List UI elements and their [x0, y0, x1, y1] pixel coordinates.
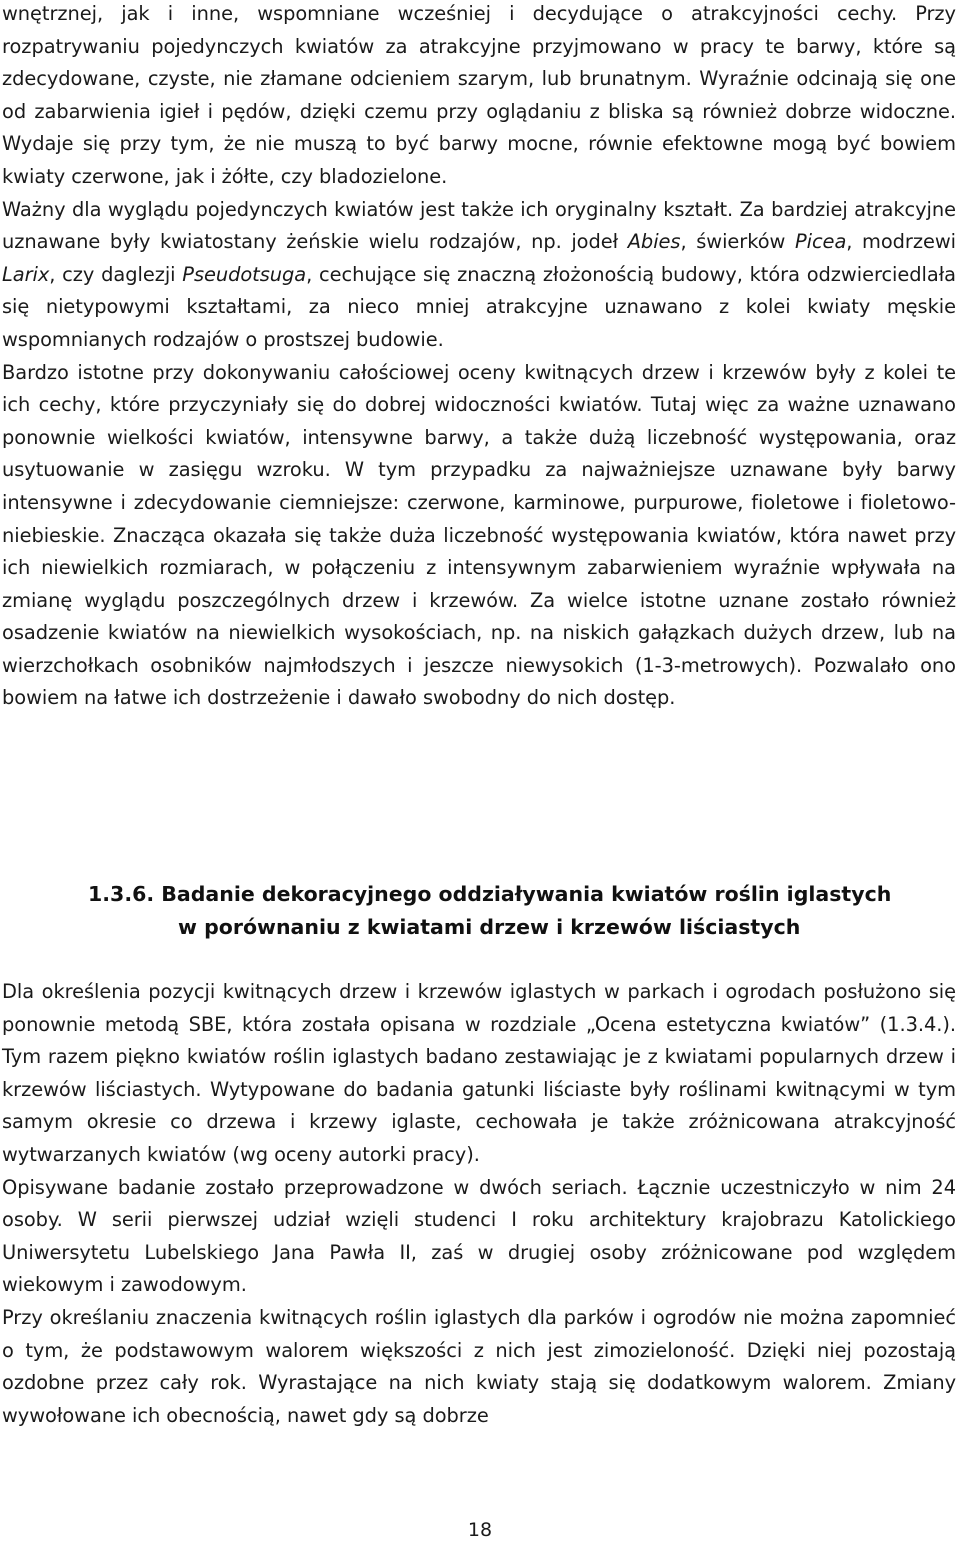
top-text-block: [2, 0, 956, 715]
section-heading-line-1: 1.3.6. Badanie dekoracyjnego oddziaływania kwiatów roślin iglastych: [88, 882, 892, 906]
paragraph-evergreen: Przy określaniu znaczenia kwitnących roślin iglastych dla parków i ogrodów nie można zapomnieć o tym, że podstawowym walorem większości z nich jest zimozieloność. Dzięki niej pozostają ozdobne przez cały rok. Wyrastające na nich kwiaty stają się dodatkowym walorem. Zmiany wywołowane ich obecnością, nawet gdy są dobrze: [2, 1305, 956, 1427]
latin-name: Larix: [2, 262, 50, 286]
section-heading-line-2: w porównaniu z kwiatami drzew i krzewów liściastych: [178, 915, 801, 939]
section-heading: [0, 878, 960, 944]
paragraph-method: Dla określenia pozycji kwitnących drzew i krzewów iglastych w parkach i ogrodach posłużono się ponownie metodą SBE, która została opisana w rozdziale „Ocena estetyczna kwiatów” (1.3.4.). Tym razem piękno kwiatów roślin iglastych badano zestawiając je z kwiatami popularnych drzew i krzewów liściastych. Wytypowane do badania gatunki liściaste były roślinami kwitnącymi w tym samym okresie co drzewa i krzewy iglaste, cechowała je także zróżnicowana atrakcyjność wytwarzanych kwiatów (wg oceny autorki pracy).: [2, 980, 956, 1166]
paragraph-shape: [2, 194, 956, 357]
latin-name: Picea: [794, 230, 847, 254]
page-number: 18: [467, 1519, 493, 1541]
text-run: , cechujące się znaczną złożonością budowy, która odzwierciedlała się nietypowymi kształtami, za nieco mniej atrakcyjne uznawano z kolei kwiaty męskie wspomnianych rodzajów o prostszej budowie.: [2, 262, 956, 351]
text-run: Ważny dla wyglądu pojedynczych kwiatów jest także ich oryginalny kształt. Za bardziej atrakcyjne uznawane były kwiatostany żeńskie wielu rodzajów, np. jodeł: [2, 197, 956, 254]
text-run: , czy daglezji: [49, 262, 183, 286]
paragraph-participants: Opisywane badanie zostało przeprowadzone w dwóch seriach. Łącznie uczestniczyło w nim 24 osoby. W serii pierwszej udział wzięli studenci I roku architektury krajobrazu Katolickiego Uniwersytetu Lubelskiego Jana Pawła II, zaś w drugiej osoby zróżnicowane pod względem wiekowym i zawodowym.: [2, 1175, 956, 1297]
text-run: , modrzewi: [846, 230, 957, 254]
latin-name: Pseudotsuga: [182, 262, 307, 286]
latin-name: Abies: [627, 230, 681, 254]
text-run: , świerków: [680, 230, 795, 254]
bottom-text-block: [2, 976, 956, 1432]
paragraph-colors: wnętrznej, jak i inne, wspomniane wcześniej i decydujące o atrakcyjności cechy. Przy rozpatrywaniu pojedynczych kwiatów za atrakcyjne przyjmowano w pracy te barwy, które są zdecydowane, czyste, nie złamane odcieniem szarym, lub brunatnym. Wyraźnie odcinają się one od zabarwienia igieł i pędów, dzięki czemu przy oglądaniu z bliska są również dobrze widoczne. Wydaje się przy tym, że nie muszą to być barwy mocne, równie efektowne mogą być bowiem kwiaty czerwone, jak i żółte, czy bladozielone.: [2, 2, 956, 188]
paragraph-overall-assessment: Bardzo istotne przy dokonywaniu całościowej oceny kwitnących drzew i krzewów były z kolei te ich cechy, które przyczyniały się do dobrej widoczności kwiatów. Tutaj więc za ważne uznawano ponownie wielkości kwiatów, intensywne barwy, a także dużą liczebność występowania, oraz usytuowanie w zasięgu wzroku. W tym przypadku za najważniejsze uznawane były barwy intensywne i zdecydowanie ciemniejsze: czerwone, karminowe, purpurowe, fioletowe i fioletowo-niebieskie. Znacząca okazała się także duża liczebność występowania kwiatów, która nawet przy ich niewielkich rozmiarach, w połączeniu z intensywnym zabarwieniem wyraźnie wpływała na zmianę wyglądu poszczególnych drzew i krzewów. Za wielce istotne uznane zostało również osadzenie kwiatów na niewielkich wysokościach, np. na niskich gałązkach dużych drzew, lub na wierzchołkach osobników najmłodszych i jeszcze niewysokich (1-3-metrowych). Pozwalało ono bowiem na łatwe ich dostrzeżenie i dawało swobodny do nich dostęp.: [2, 360, 956, 710]
